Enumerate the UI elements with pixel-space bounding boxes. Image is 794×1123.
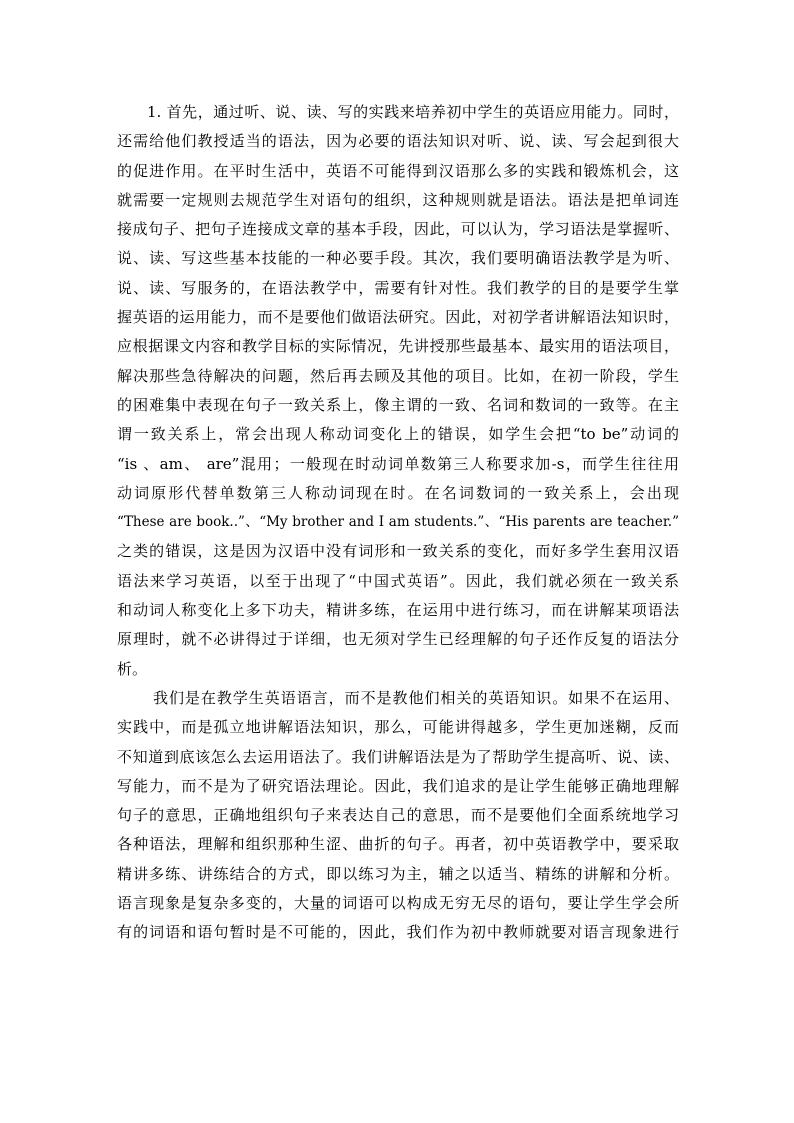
text-line: 之类的错误，这是因为汉语中没有词形和一致关系的变化，而好多学生套用汉语: [117, 542, 679, 561]
text-line: 写能力，而不是为了研究语法理论。因此，我们追求的是让学生能够正确地理解: [117, 776, 679, 795]
document-body: [117, 98, 679, 948]
text-line: 各种语法，理解和组织那种生涩、曲折的句子。再者，初中英语教学中，要采取: [117, 835, 679, 854]
text-line: 析。: [117, 659, 148, 678]
text-line: 语言现象是复杂多变的，大量的词语可以构成无穷无尽的语句，要让学生学会所: [117, 894, 679, 913]
text-line: 不知道到底该怎么去运用语法了。我们讲解语法是为了帮助学生提高听、说、读、: [117, 747, 679, 766]
text-line: 说、读、写这些基本技能的一种必要手段。其次，我们要明确语法教学是为听、: [117, 249, 679, 268]
text-line: 说、读、写服务的，在语法教学中，需要有针对性。我们教学的目的是要学生掌: [117, 278, 679, 297]
text-line: 动词原形代替单数第三人称动词现在时。在名词数词的一致关系上，会出现: [117, 483, 679, 502]
text-line: 语法来学习英语，以至于出现了“中国式英语”。因此，我们就必须在一致关系: [117, 571, 679, 590]
text-line: 的困难集中表现在句子一致关系上，像主谓的一致、名词和数词的一致等。在主: [117, 395, 679, 414]
text-line: 谓一致关系上，常会出现人称动词变化上的错误，如学生会把“to be”动词的: [117, 425, 679, 444]
text-line: 还需给他们教授适当的语法，因为必要的语法知识对听、说、读、写会起到很大: [117, 132, 679, 151]
text-line: 接成句子、把句子连接成文章的基本手段，因此，可以认为，学习语法是掌握听、: [117, 220, 679, 239]
text-line: 我们是在教学生英语语言，而不是教他们相关的英语知识。如果不在运用、: [153, 688, 679, 707]
text-line: 和动词人称变化上多下功夫，精讲多练，在运用中进行练习，而在讲解某项语法: [117, 601, 679, 620]
text-line: 就需要一定规则去规范学生对语句的组织，这种规则就是语法。语法是把单词连: [117, 190, 679, 209]
text-line: 1. 首先，通过听、说、读、写的实践来培养初中学生的英语应用能力。同时，: [147, 103, 679, 121]
text-line: 句子的意思，正确地组织句子来表达自己的意思，而不是要他们全面系统地学习: [117, 806, 679, 825]
text-line: “is 、am、 are”混用；一般现在时动词单数第三人称要求加-s，而学生往往用: [117, 454, 679, 473]
text-line: 有的词语和语句暂时是不可能的，因此，我们作为初中教师就要对语言现象进行: [117, 923, 679, 942]
text-line: 应根据课文内容和教学目标的实际情况，先讲授那些最基本、最实用的语法项目，: [117, 337, 679, 356]
text-line: “These are book..”、“My brother and I am students.”、“His parents are teacher.”: [117, 514, 679, 531]
text-line: 实践中，而是孤立地讲解语法知识，那么，可能讲得越多，学生更加迷糊，反而: [117, 718, 679, 737]
text-line: 解决那些急待解决的问题，然后再去顾及其他的项目。比如，在初一阶段，学生: [117, 366, 679, 385]
text-line: 精讲多练、讲练结合的方式，即以练习为主，辅之以适当、精练的讲解和分析。: [117, 864, 679, 883]
text-line: 握英语的运用能力，而不是要他们做语法研究。因此，对初学者讲解语法知识时，: [117, 308, 679, 327]
text-line: 的促进作用。在平时生活中，英语不可能得到汉语那么多的实践和锻炼机会，这: [117, 161, 679, 180]
text-line: 原理时，就不必讲得过于详细，也无须对学生已经理解的句子还作反复的语法分: [117, 630, 679, 649]
